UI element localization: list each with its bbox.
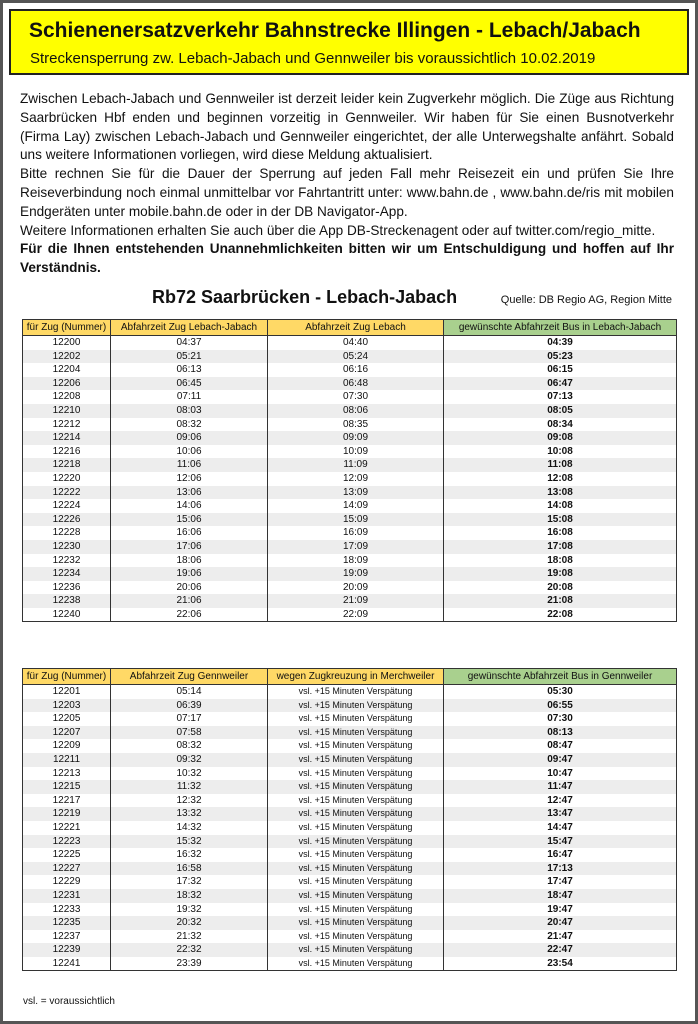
train-number-cell: 12226 bbox=[23, 513, 111, 527]
delay-note-cell: vsl. +15 Minuten Verspätung bbox=[268, 957, 444, 971]
delay-note-cell: vsl. +15 Minuten Verspätung bbox=[268, 943, 444, 957]
table-row bbox=[23, 739, 677, 753]
departure-cell: 16:32 bbox=[111, 848, 268, 862]
bus-departure-cell: 06:55 bbox=[444, 699, 677, 713]
bus-departure-cell: 08:34 bbox=[444, 418, 677, 432]
intro-paragraph: Bitte rechnen Sie für die Dauer der Sperrung auf jeden Fall mehr Reisezeit ein und prüfen Sie Ihre Reiseverbindung noch einmal unmittelbar vor Fahrtantritt unter: www.bahn.de , www.bahn.de/ris mit mobilen Endgeräten unter mobile.bahn.de oder in der DB Navigator-App. bbox=[20, 166, 674, 219]
departure-cell: 16:58 bbox=[111, 862, 268, 876]
departure-cell: 04:37 bbox=[111, 336, 268, 350]
departure-cell: 19:06 bbox=[111, 567, 268, 581]
train-number-cell: 12236 bbox=[23, 581, 111, 595]
train-number-cell: 12241 bbox=[23, 957, 111, 971]
table-row bbox=[23, 862, 677, 876]
bus-departure-cell: 04:39 bbox=[444, 336, 677, 350]
table-row bbox=[23, 418, 677, 432]
departure-cell: 13:09 bbox=[268, 486, 444, 500]
col-header-bus-departure: gewünschte Abfahrzeit Bus in Lebach-Jabach bbox=[444, 320, 677, 336]
table-row bbox=[23, 608, 677, 622]
timetable-gennweiler bbox=[22, 668, 677, 971]
table-row bbox=[23, 350, 677, 364]
table-row bbox=[23, 486, 677, 500]
bus-departure-cell: 08:13 bbox=[444, 726, 677, 740]
table-header-row bbox=[23, 320, 677, 336]
departure-cell: 16:09 bbox=[268, 526, 444, 540]
table-row bbox=[23, 807, 677, 821]
departure-cell: 11:06 bbox=[111, 458, 268, 472]
table-row bbox=[23, 957, 677, 971]
col-header-train-number: für Zug (Nummer) bbox=[23, 669, 111, 685]
bus-departure-cell: 13:08 bbox=[444, 486, 677, 500]
table-row bbox=[23, 472, 677, 486]
table-row bbox=[23, 889, 677, 903]
table-row bbox=[23, 685, 677, 699]
bus-departure-cell: 07:30 bbox=[444, 712, 677, 726]
train-number-cell: 12211 bbox=[23, 753, 111, 767]
departure-cell: 16:06 bbox=[111, 526, 268, 540]
delay-note-cell: vsl. +15 Minuten Verspätung bbox=[268, 699, 444, 713]
table-row bbox=[23, 445, 677, 459]
departure-cell: 15:32 bbox=[111, 835, 268, 849]
table-row bbox=[23, 835, 677, 849]
departure-cell: 10:06 bbox=[111, 445, 268, 459]
train-number-cell: 12209 bbox=[23, 739, 111, 753]
departure-cell: 08:32 bbox=[111, 418, 268, 432]
departure-cell: 22:09 bbox=[268, 608, 444, 622]
departure-cell: 11:09 bbox=[268, 458, 444, 472]
table-row bbox=[23, 431, 677, 445]
train-number-cell: 12213 bbox=[23, 767, 111, 781]
bus-departure-cell: 06:47 bbox=[444, 377, 677, 391]
departure-cell: 14:09 bbox=[268, 499, 444, 513]
departure-cell: 14:06 bbox=[111, 499, 268, 513]
departure-cell: 20:06 bbox=[111, 581, 268, 595]
table-row bbox=[23, 903, 677, 917]
train-number-cell: 12229 bbox=[23, 875, 111, 889]
train-number-cell: 12204 bbox=[23, 363, 111, 377]
delay-note-cell: vsl. +15 Minuten Verspätung bbox=[268, 835, 444, 849]
bus-departure-cell: 18:47 bbox=[444, 889, 677, 903]
table-row bbox=[23, 554, 677, 568]
train-number-cell: 12208 bbox=[23, 390, 111, 404]
bus-departure-cell: 12:08 bbox=[444, 472, 677, 486]
departure-cell: 06:39 bbox=[111, 699, 268, 713]
delay-note-cell: vsl. +15 Minuten Verspätung bbox=[268, 848, 444, 862]
train-number-cell: 12202 bbox=[23, 350, 111, 364]
bus-departure-cell: 09:08 bbox=[444, 431, 677, 445]
departure-cell: 07:11 bbox=[111, 390, 268, 404]
bus-departure-cell: 19:08 bbox=[444, 567, 677, 581]
train-number-cell: 12224 bbox=[23, 499, 111, 513]
departure-cell: 06:48 bbox=[268, 377, 444, 391]
departure-cell: 08:32 bbox=[111, 739, 268, 753]
train-number-cell: 12223 bbox=[23, 835, 111, 849]
departure-cell: 06:45 bbox=[111, 377, 268, 391]
delay-note-cell: vsl. +15 Minuten Verspätung bbox=[268, 767, 444, 781]
delay-note-cell: vsl. +15 Minuten Verspätung bbox=[268, 903, 444, 917]
bus-departure-cell: 17:47 bbox=[444, 875, 677, 889]
table-row bbox=[23, 336, 677, 350]
train-number-cell: 12200 bbox=[23, 336, 111, 350]
departure-cell: 17:32 bbox=[111, 875, 268, 889]
departure-cell: 20:09 bbox=[268, 581, 444, 595]
delay-note-cell: vsl. +15 Minuten Verspätung bbox=[268, 794, 444, 808]
bus-departure-cell: 13:47 bbox=[444, 807, 677, 821]
bus-departure-cell: 07:13 bbox=[444, 390, 677, 404]
bus-departure-cell: 16:08 bbox=[444, 526, 677, 540]
train-number-cell: 12231 bbox=[23, 889, 111, 903]
departure-cell: 07:17 bbox=[111, 712, 268, 726]
train-number-cell: 12222 bbox=[23, 486, 111, 500]
bus-departure-cell: 11:08 bbox=[444, 458, 677, 472]
table-row bbox=[23, 821, 677, 835]
departure-cell: 12:09 bbox=[268, 472, 444, 486]
bus-departure-cell: 22:47 bbox=[444, 943, 677, 957]
bus-departure-cell: 15:47 bbox=[444, 835, 677, 849]
departure-cell: 10:32 bbox=[111, 767, 268, 781]
departure-cell: 08:03 bbox=[111, 404, 268, 418]
departure-cell: 18:06 bbox=[111, 554, 268, 568]
train-number-cell: 12201 bbox=[23, 685, 111, 699]
table-row bbox=[23, 513, 677, 527]
table-row bbox=[23, 794, 677, 808]
departure-cell: 09:32 bbox=[111, 753, 268, 767]
departure-cell: 06:13 bbox=[111, 363, 268, 377]
departure-cell: 07:30 bbox=[268, 390, 444, 404]
delay-note-cell: vsl. +15 Minuten Verspätung bbox=[268, 889, 444, 903]
departure-cell: 22:06 bbox=[111, 608, 268, 622]
bus-departure-cell: 23:54 bbox=[444, 957, 677, 971]
table-row bbox=[23, 780, 677, 794]
bus-departure-cell: 19:47 bbox=[444, 903, 677, 917]
departure-cell: 13:32 bbox=[111, 807, 268, 821]
table-row bbox=[23, 581, 677, 595]
delay-note-cell: vsl. +15 Minuten Verspätung bbox=[268, 930, 444, 944]
delay-note-cell: vsl. +15 Minuten Verspätung bbox=[268, 739, 444, 753]
bus-departure-cell: 05:23 bbox=[444, 350, 677, 364]
notice-subtitle: Streckensperrung zw. Lebach-Jabach und Gennweiler bis voraussichtlich 10.02.2019 bbox=[30, 50, 596, 67]
train-number-cell: 12205 bbox=[23, 712, 111, 726]
departure-cell: 11:32 bbox=[111, 780, 268, 794]
train-number-cell: 12219 bbox=[23, 807, 111, 821]
table-row bbox=[23, 526, 677, 540]
bus-departure-cell: 10:47 bbox=[444, 767, 677, 781]
delay-note-cell: vsl. +15 Minuten Verspätung bbox=[268, 807, 444, 821]
departure-cell: 04:40 bbox=[268, 336, 444, 350]
departure-cell: 06:16 bbox=[268, 363, 444, 377]
table-row bbox=[23, 540, 677, 554]
train-number-cell: 12240 bbox=[23, 608, 111, 622]
train-number-cell: 12220 bbox=[23, 472, 111, 486]
train-number-cell: 12237 bbox=[23, 930, 111, 944]
delay-note-cell: vsl. +15 Minuten Verspätung bbox=[268, 712, 444, 726]
departure-cell: 18:09 bbox=[268, 554, 444, 568]
train-number-cell: 12212 bbox=[23, 418, 111, 432]
departure-cell: 19:09 bbox=[268, 567, 444, 581]
table-row bbox=[23, 726, 677, 740]
train-number-cell: 12221 bbox=[23, 821, 111, 835]
bus-departure-cell: 20:47 bbox=[444, 916, 677, 930]
departure-cell: 05:24 bbox=[268, 350, 444, 364]
delay-note-cell: vsl. +15 Minuten Verspätung bbox=[268, 875, 444, 889]
departure-cell: 17:06 bbox=[111, 540, 268, 554]
bus-departure-cell: 17:13 bbox=[444, 862, 677, 876]
col-header-crossing-delay: wegen Zugkreuzung in Merchweiler bbox=[268, 669, 444, 685]
table-row bbox=[23, 377, 677, 391]
delay-note-cell: vsl. +15 Minuten Verspätung bbox=[268, 726, 444, 740]
table-row bbox=[23, 767, 677, 781]
bus-departure-cell: 14:08 bbox=[444, 499, 677, 513]
bus-departure-cell: 17:08 bbox=[444, 540, 677, 554]
train-number-cell: 12235 bbox=[23, 916, 111, 930]
bus-departure-cell: 10:08 bbox=[444, 445, 677, 459]
notice-header bbox=[9, 9, 689, 75]
train-number-cell: 12214 bbox=[23, 431, 111, 445]
delay-note-cell: vsl. +15 Minuten Verspätung bbox=[268, 753, 444, 767]
table-row bbox=[23, 567, 677, 581]
train-number-cell: 12206 bbox=[23, 377, 111, 391]
train-number-cell: 12233 bbox=[23, 903, 111, 917]
route-title: Rb72 Saarbrücken - Lebach-Jabach bbox=[152, 287, 458, 307]
departure-cell: 12:32 bbox=[111, 794, 268, 808]
departure-cell: 07:58 bbox=[111, 726, 268, 740]
train-number-cell: 12218 bbox=[23, 458, 111, 472]
bus-departure-cell: 05:30 bbox=[444, 685, 677, 699]
departure-cell: 10:09 bbox=[268, 445, 444, 459]
table-row bbox=[23, 390, 677, 404]
departure-cell: 21:32 bbox=[111, 930, 268, 944]
table-row bbox=[23, 943, 677, 957]
departure-cell: 13:06 bbox=[111, 486, 268, 500]
train-number-cell: 12227 bbox=[23, 862, 111, 876]
departure-cell: 19:32 bbox=[111, 903, 268, 917]
footnote: vsl. = voraussichtlich bbox=[23, 996, 115, 1007]
col-header-train-number: für Zug (Nummer) bbox=[23, 320, 111, 336]
train-number-cell: 12203 bbox=[23, 699, 111, 713]
departure-cell: 08:35 bbox=[268, 418, 444, 432]
departure-cell: 12:06 bbox=[111, 472, 268, 486]
bus-departure-cell: 09:47 bbox=[444, 753, 677, 767]
bus-departure-cell: 08:47 bbox=[444, 739, 677, 753]
train-number-cell: 12217 bbox=[23, 794, 111, 808]
train-number-cell: 12207 bbox=[23, 726, 111, 740]
table-row bbox=[23, 363, 677, 377]
departure-cell: 15:06 bbox=[111, 513, 268, 527]
bus-departure-cell: 14:47 bbox=[444, 821, 677, 835]
departure-cell: 08:06 bbox=[268, 404, 444, 418]
apology-text: Für die Ihnen entstehenden Unannehmlichkeiten bitten wir um Entschuldigung und hoffen auf Ihr Verständnis. bbox=[20, 241, 674, 276]
departure-cell: 21:06 bbox=[111, 594, 268, 608]
departure-cell: 22:32 bbox=[111, 943, 268, 957]
intro-paragraph: Weitere Informationen erhalten Sie auch über die App DB-Streckenagent oder auf twitter.com/regio_mitte. bbox=[20, 222, 656, 238]
delay-note-cell: vsl. +15 Minuten Verspätung bbox=[268, 780, 444, 794]
departure-cell: 09:09 bbox=[268, 431, 444, 445]
bus-departure-cell: 12:47 bbox=[444, 794, 677, 808]
departure-cell: 17:09 bbox=[268, 540, 444, 554]
departure-cell: 05:21 bbox=[111, 350, 268, 364]
table-row bbox=[23, 916, 677, 930]
table-row bbox=[23, 594, 677, 608]
train-number-cell: 12210 bbox=[23, 404, 111, 418]
bus-departure-cell: 18:08 bbox=[444, 554, 677, 568]
delay-note-cell: vsl. +15 Minuten Verspätung bbox=[268, 862, 444, 876]
delay-note-cell: vsl. +15 Minuten Verspätung bbox=[268, 685, 444, 699]
bus-departure-cell: 20:08 bbox=[444, 581, 677, 595]
bus-departure-cell: 08:05 bbox=[444, 404, 677, 418]
bus-departure-cell: 22:08 bbox=[444, 608, 677, 622]
delay-note-cell: vsl. +15 Minuten Verspätung bbox=[268, 916, 444, 930]
table-row bbox=[23, 875, 677, 889]
train-number-cell: 12239 bbox=[23, 943, 111, 957]
departure-cell: 15:09 bbox=[268, 513, 444, 527]
bus-departure-cell: 15:08 bbox=[444, 513, 677, 527]
train-number-cell: 12238 bbox=[23, 594, 111, 608]
table-row bbox=[23, 699, 677, 713]
table-row bbox=[23, 753, 677, 767]
intro-paragraph: Zwischen Lebach-Jabach und Gennweiler ist derzeit leider kein Zugverkehr möglich. Die Züge aus Richtung Saarbrücken Hbf enden und beginnen vorzeitig in Gennweiler. Wir haben für Sie einen Busnotverkehr (Firma Lay) zwischen Lebach-Jabach und Gennweiler eingerichtet, der alle Unterwegshalte anfährt. Sobald uns weitere Informationen vorliegen, wird diese Meldung aktualisiert. bbox=[20, 91, 674, 163]
source-label: Quelle: DB Regio AG, Region Mitte bbox=[500, 294, 672, 306]
table-row bbox=[23, 712, 677, 726]
departure-cell: 09:06 bbox=[111, 431, 268, 445]
delay-note-cell: vsl. +15 Minuten Verspätung bbox=[268, 821, 444, 835]
departure-cell: 18:32 bbox=[111, 889, 268, 903]
train-number-cell: 12228 bbox=[23, 526, 111, 540]
bus-departure-cell: 21:08 bbox=[444, 594, 677, 608]
col-header-departure-lebach: Abfahrzeit Zug Lebach bbox=[268, 320, 444, 336]
timetable-lebach-jabach bbox=[22, 319, 677, 622]
bus-departure-cell: 06:15 bbox=[444, 363, 677, 377]
departure-cell: 14:32 bbox=[111, 821, 268, 835]
intro-text bbox=[20, 90, 674, 278]
bus-departure-cell: 11:47 bbox=[444, 780, 677, 794]
col-header-departure-lebach-jabach: Abfahrzeit Zug Lebach-Jabach bbox=[111, 320, 268, 336]
notice-title: Schienenersatzverkehr Bahnstrecke Illingen - Lebach/Jabach bbox=[29, 19, 641, 42]
train-number-cell: 12215 bbox=[23, 780, 111, 794]
col-header-departure-gennweiler: Abfahrzeit Zug Gennweiler bbox=[111, 669, 268, 685]
departure-cell: 21:09 bbox=[268, 594, 444, 608]
table-row bbox=[23, 458, 677, 472]
col-header-bus-departure: gewünschte Abfahrzeit Bus in Gennweiler bbox=[444, 669, 677, 685]
train-number-cell: 12230 bbox=[23, 540, 111, 554]
table-header-row bbox=[23, 669, 677, 685]
train-number-cell: 12232 bbox=[23, 554, 111, 568]
table-row bbox=[23, 930, 677, 944]
departure-cell: 20:32 bbox=[111, 916, 268, 930]
table-row bbox=[23, 499, 677, 513]
bus-departure-cell: 21:47 bbox=[444, 930, 677, 944]
departure-cell: 05:14 bbox=[111, 685, 268, 699]
train-number-cell: 12216 bbox=[23, 445, 111, 459]
train-number-cell: 12225 bbox=[23, 848, 111, 862]
departure-cell: 23:39 bbox=[111, 957, 268, 971]
train-number-cell: 12234 bbox=[23, 567, 111, 581]
table-row bbox=[23, 404, 677, 418]
table-row bbox=[23, 848, 677, 862]
bus-departure-cell: 16:47 bbox=[444, 848, 677, 862]
